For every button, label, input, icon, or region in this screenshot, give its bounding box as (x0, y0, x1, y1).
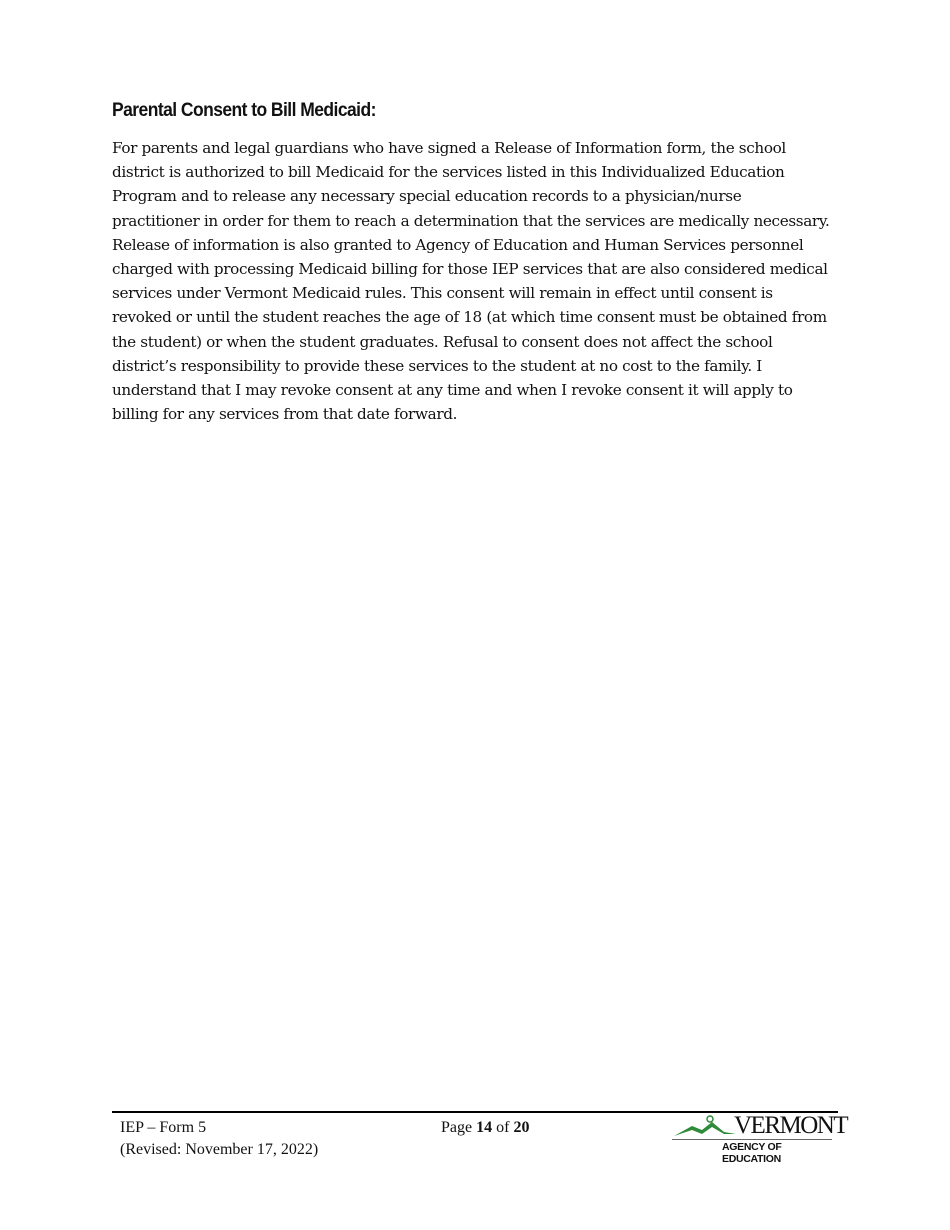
paragraph-line: Program and to release any necessary special education records to a physician/nurse (112, 187, 742, 206)
page-prefix: Page (441, 1119, 473, 1136)
paragraph-line: For parents and legal guardians who have signed a Release of Information form, the school (112, 139, 786, 157)
footer-left (120, 1117, 318, 1161)
revised-date: (Revised: November 17, 2022) (120, 1141, 319, 1158)
page-number (441, 1117, 529, 1139)
page-current: 14 (476, 1119, 493, 1136)
paragraph-line: the student) or when the student graduates. Refusal to consent does not affect the school (112, 332, 773, 351)
paragraph-line: billing for any services from that date forward. (112, 405, 458, 424)
consent-paragraph (112, 136, 852, 426)
vermont-aoe-logo (672, 1112, 848, 1165)
paragraph-line: services under Vermont Medicaid rules. This consent will remain in effect until consent is (112, 284, 773, 303)
paragraph-line: district is authorized to bill Medicaid for the services listed in this Individualized Education (112, 163, 785, 182)
section-heading: Parental Consent to Bill Medicaid: (112, 100, 376, 121)
paragraph-line: revoked or until the student reaches the age of 18 (at which time consent must be obtained from (112, 308, 827, 327)
form-label: IEP – Form 5 (120, 1119, 207, 1136)
paragraph-line: charged with processing Medicaid billing for those IEP services that are also considered medical (112, 260, 828, 279)
paragraph-line: Release of information is also granted to Agency of Education and Human Services personnel (112, 235, 804, 254)
logo-divider (672, 1139, 832, 1140)
paragraph-line: district’s responsibility to provide these services to the student at no cost to the family. I (112, 356, 762, 375)
logo-agency: AGENCY OF EDUCATION (722, 1141, 782, 1165)
page-total: 20 (513, 1119, 530, 1136)
mountain-logo-icon (672, 1114, 738, 1140)
logo-vermont: VERMONT (734, 1112, 848, 1139)
paragraph-line: understand that I may revoke consent at any time and when I revoke consent it will apply to (112, 381, 793, 400)
footer-divider (112, 1111, 838, 1113)
page-of: of (496, 1119, 510, 1136)
paragraph-line: practitioner in order for them to reach a determination that the services are medically necessary. (112, 211, 830, 230)
